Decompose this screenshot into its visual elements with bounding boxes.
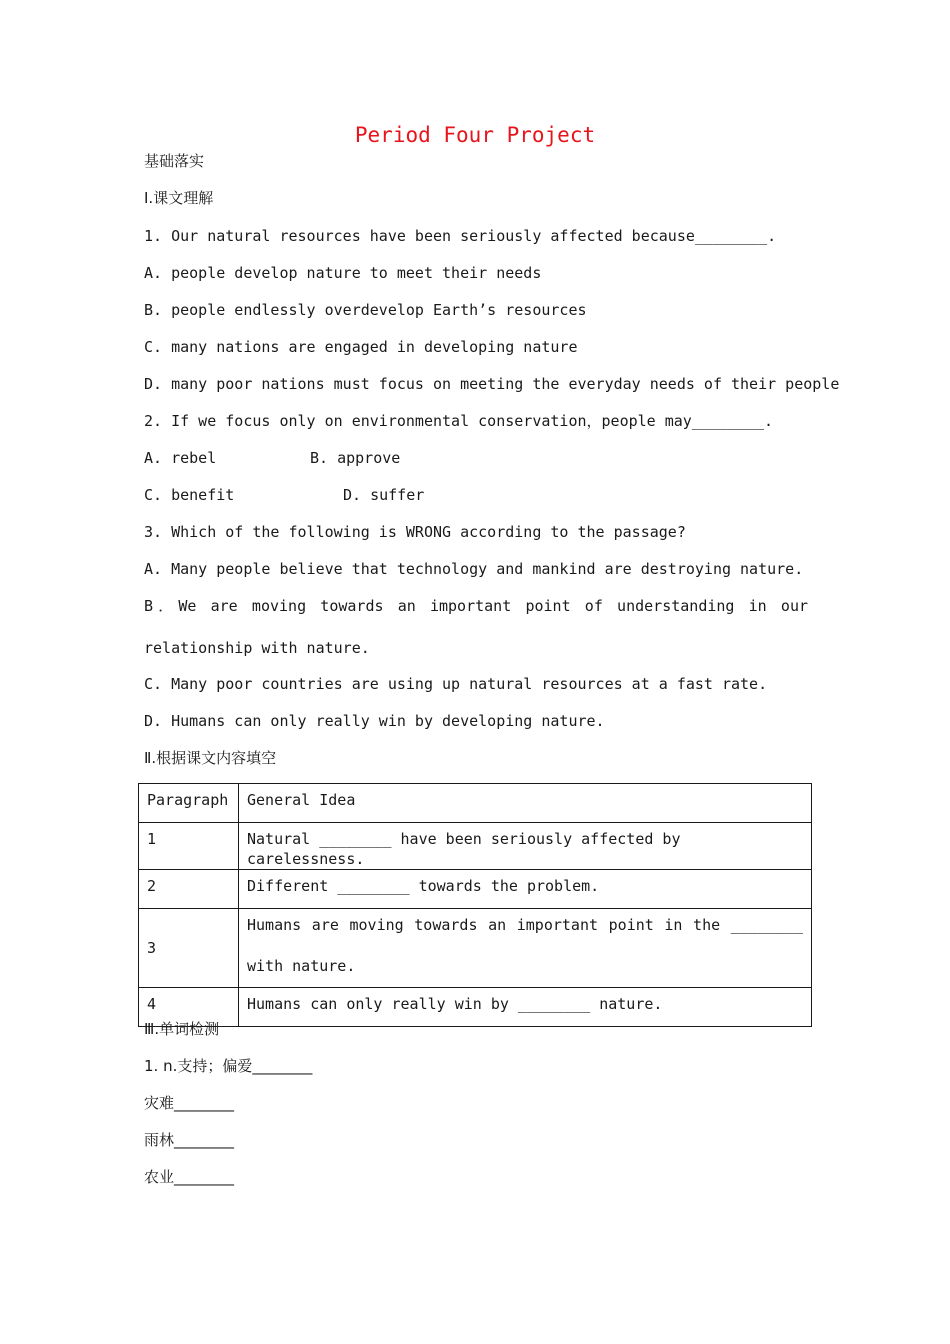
table-header-cell: General Idea [239,784,812,823]
question-1-stem: 1. Our natural resources have been seriously affected because________. [144,227,777,245]
table-cell: Natural ________ have been seriously affected by carelessness. [239,823,812,870]
table-cell [239,909,812,988]
question-3-option-b: B．We are moving towards an important point of understanding in our [144,597,808,615]
table-row [139,988,812,1027]
question-3-option-b-continued: relationship with nature. [144,639,370,657]
question-2-option-a: A. rebel [144,449,217,467]
question-1-option-d: D. many poor nations must focus on meeting the everyday needs of their people [144,375,840,393]
table-row [139,870,812,909]
table-cell: 3 [139,909,239,988]
question-3-stem: 3. Which of the following is WRONG according to the passage? [144,523,686,541]
question-1-option-b: B. people endlessly overdevelop Earth’s resources [144,301,587,319]
question-1-option-a: A. people develop nature to meet their needs [144,264,542,282]
general-idea-table [138,783,812,1027]
part3-heading: Ⅲ.单词检测 [144,1020,220,1038]
question-3-option-c: C. Many poor countries are using up natural resources at a fast rate. [144,675,768,693]
question-3-option-a: A. Many people believe that technology and mankind are destroying nature. [144,560,804,578]
table-cell-text: Humans are moving towards an important point in the ________ with nature. [247,916,803,975]
vocab-item: 农业________ [144,1168,235,1186]
question-2-option-d: D. suffer [343,486,425,504]
question-1-option-c: C. many nations are engaged in developing nature [144,338,578,356]
vocab-item: 雨林________ [144,1131,235,1149]
part1-heading: Ⅰ.课文理解 [144,189,214,207]
table-cell: 4 [139,988,239,1027]
question-2-option-c: C. benefit [144,486,235,504]
vocab-item: 灾难________ [144,1094,235,1112]
vocab-item: 1. n.支持；偏爱________ [144,1057,313,1075]
table-cell: 2 [139,870,239,909]
part2-heading: Ⅱ.根据课文内容填空 [144,749,277,767]
table-header-row [139,784,812,823]
section-heading: 基础落实 [144,152,205,170]
table-cell: Different ________ towards the problem. [239,870,812,909]
question-2-stem: 2. If we focus only on environmental conservation，people may________. [144,412,774,430]
question-2-option-b: B. approve [310,449,401,467]
table-cell: 1 [139,823,239,870]
page-title: Period Four Project [354,123,596,147]
table-cell: Humans can only really win by ________ nature. [239,988,812,1027]
table-row [139,823,812,870]
table-row [139,909,812,988]
question-3-option-d: D. Humans can only really win by developing nature. [144,712,605,730]
table-header-cell: Paragraph [139,784,239,823]
